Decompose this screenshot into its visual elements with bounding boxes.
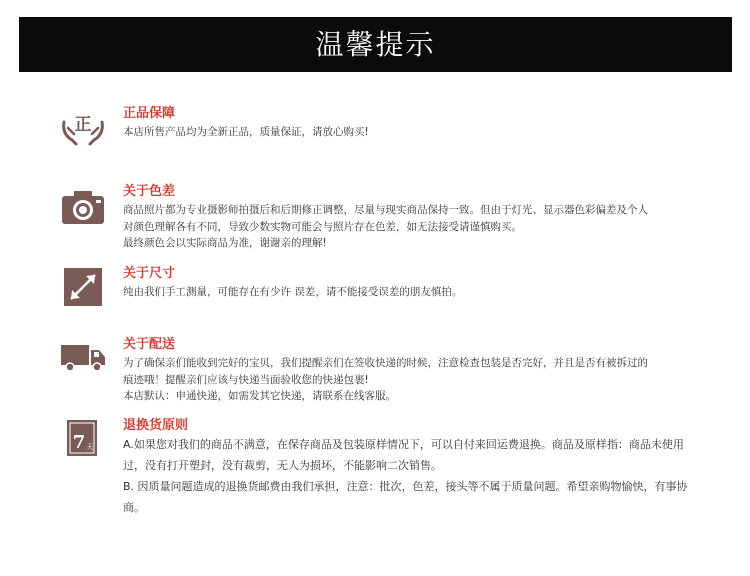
genuine-hands-icon [60, 108, 106, 148]
page-banner [19, 17, 732, 72]
resize-arrow-icon [60, 268, 106, 308]
banner-title: 温馨提示 [315, 28, 436, 61]
genuine-icon-glyph: 正 [74, 115, 92, 135]
section-text: 痕迹哦！提醒亲们应该与快递当面验收您的快递包裹! [123, 373, 369, 386]
section-text: 商品照片都为专业摄影师拍摄后和后期修正调整，尽量与现实商品保持一致。但由于灯光、显示器色彩偏差及个人 [123, 204, 648, 216]
seven-day-calendar-icon [60, 420, 106, 460]
seven-day-number: 7 [72, 432, 86, 453]
section-text: 本店默认：申通快递，如需发其它快递，请联系在线客服。 [123, 390, 396, 402]
section-text: 过，没有打开塑封，没有裁剪，无人为损坏，不能影响二次销售。 [123, 459, 442, 472]
seven-day-unit: 天 [86, 443, 94, 451]
section-text: 为了确保亲们能收到完好的宝贝，我们提醒亲们在签收快递的时候，注意检查包装是否完好，并且是否有被拆过的 [123, 357, 648, 369]
camera-icon [60, 186, 106, 226]
delivery-truck-icon [60, 339, 106, 379]
section-text: 纯由我们手工测量，可能存在有少许 误差，请不能接受误差的朋友慎拍。 [123, 286, 463, 298]
section-title: 退换货原则 [123, 418, 189, 433]
section-title: 关于色差 [123, 184, 176, 199]
section-text: 最终颜色会以实际商品为准，谢谢亲的理解! [123, 237, 327, 249]
section-text: 本店所售产品均为全新正品，质量保证，请放心购买! [123, 126, 369, 138]
section-text: 对颜色理解各有不同，导致少数实物可能会与照片存在色差，如无法接受请谨慎购买。 [123, 220, 522, 233]
section-title: 关于配送 [123, 337, 176, 352]
section-title: 正品保障 [123, 106, 176, 121]
section-title: 关于尺寸 [123, 266, 176, 281]
section-text: A.如果您对我们的商品不满意，在保存商品及包装原样情况下，可以自付来回运费退换。商品及原样指：商品未使用 [123, 438, 684, 451]
section-text: 商。 [123, 501, 145, 514]
section-text: B. 因质量问题造成的退换货邮费由我们承担，注意：批次，色差，接头等不属于质量问题。希望亲购物愉快，有事协 [123, 480, 688, 493]
